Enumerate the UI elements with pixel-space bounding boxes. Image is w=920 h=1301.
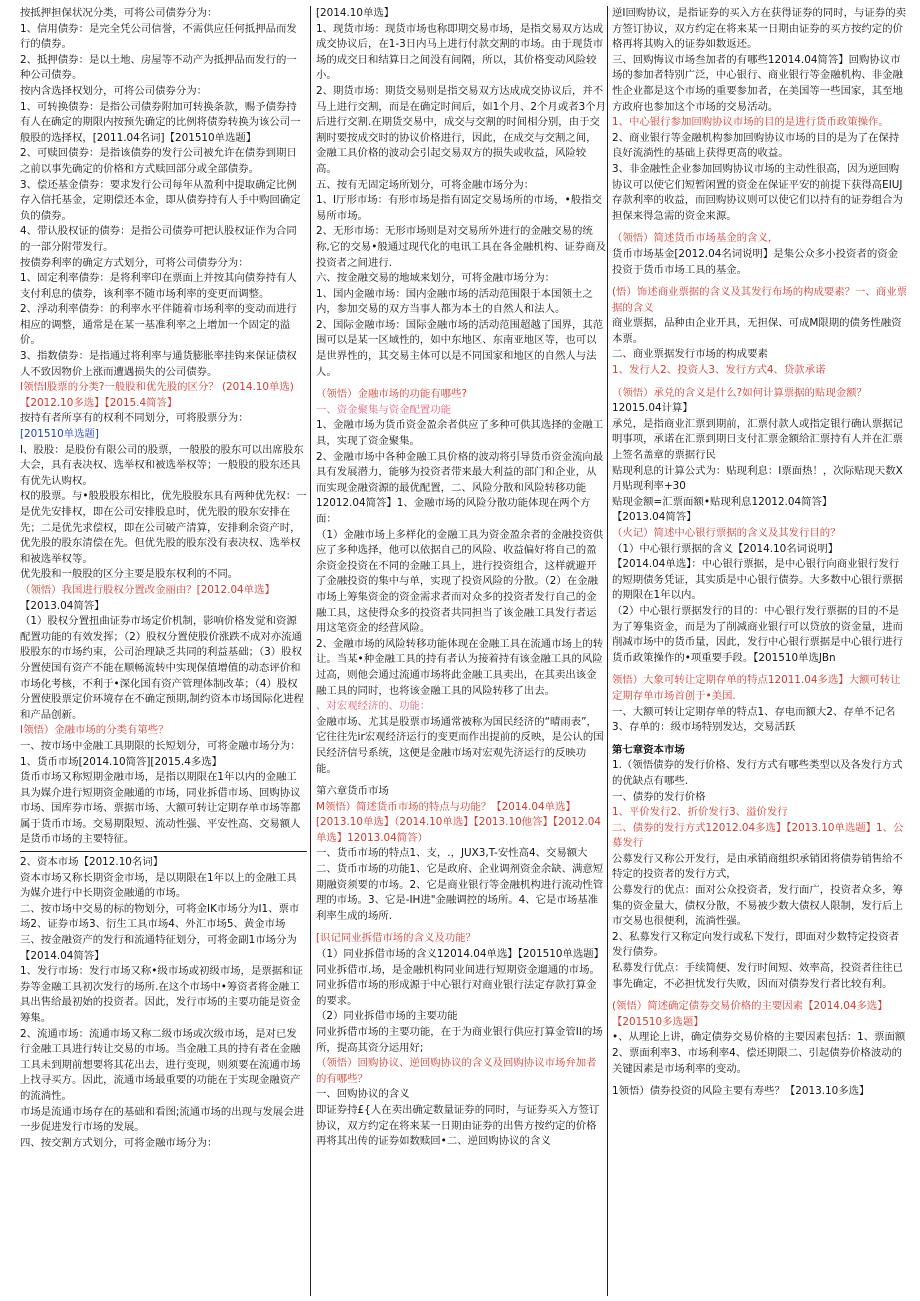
- question-heading: （领悟）我国进行股权分置改金丽由？[2012.04单选】: [20, 583, 275, 596]
- paragraph: 五、按有无固定场所划分，可将金融市场分为：: [316, 178, 535, 191]
- paragraph: 按内含选择权划分，可将公司债券分为：: [20, 84, 208, 97]
- paragraph: 1、I厅形市场：有形市场是指有固定交易场所的市场，•般指交易所市场。: [316, 194, 602, 222]
- paragraph: 一、按市场中金融工具期限的长短划分，可将金融市场分为：: [20, 739, 301, 752]
- paragraph: 权的股票。与•般股股东相比，优先股股东具有两种优先权：一是优先安排权，即在公司安排股息时，优先股的股东安排在先；二是优先求偿权，即在公司破产清算，安排剩余资产时，优先股的股东清偿在先。但优先股的股东没有表决权、选举权和被选举权等。: [20, 490, 307, 565]
- paragraph: 2、资本市场【2012.10名词】: [20, 856, 164, 869]
- paragraph: 一、回购协议的含义: [316, 1088, 410, 1101]
- paragraph: 2、商业银行等金融机构参加回购协议市场的目的是为了在保持良好流淌性的基础上获得更高的收益。: [612, 131, 900, 160]
- paragraph: 1.（领悟债券的发行价格、发行方式有哪些类型以及各发行方式的优缺点有哪些.: [612, 759, 903, 787]
- paragraph: （1）中心银行票据的含义【2014.10名词说明】: [612, 542, 839, 555]
- exam-tag: 【2013.04简答】: [20, 599, 105, 612]
- question-heading: I领悟）金融市场的分类有第些？: [20, 724, 169, 737]
- paragraph: 1、信用债券：是完全凭公司信誉，不需供应任何抵押品而发行的债券。: [20, 22, 297, 51]
- paragraph: 公募发行的优点：面对公众投资者，发行面广，投资者众多，筹集的资金量大，债权分散，不易被少数大债权人限制，发行后上市交易也很便利，流淌性强。: [612, 884, 903, 928]
- paragraph: 3、非金融性企业参加回购协议市场的主动性很高，因为逆回购协议可以使它们短暂闲置的资金在保证平安的前提下获得高EIUJ存款利率的收益，而回购协议则可以使它们以持有的证券组合为担保来得急需的资金来源。: [612, 162, 903, 222]
- section-heading: 、对宏观经济的、功能：: [316, 700, 431, 713]
- paragraph: 二、货币市场的功能1、它是政府、企业调剂资金余缺、满意短期融资须要的市场。2、它是商业银行等金融机构进行流动性管理的市场。3、它是-IH进"金融调控的场所。4、它是市场基准利率生成的场所.: [316, 863, 604, 922]
- paragraph: 三、按金融资产的发行和流通特征划分，可将金副1市场分为【2014.04简答】: [20, 934, 297, 962]
- column-divider-2: [607, 6, 608, 1296]
- question-heading: 领悟）大象可转让定期存单的特点12011.04多选】大额可转让定期存单市场首创于•美国.: [612, 674, 901, 702]
- paragraph: 2、抵押债券：是以土地、房屋等不动产为抵押品而发行的一种公司债券。: [20, 53, 297, 82]
- paragraph: 按持有者所享有的权利不同划分，可将股票分为：: [20, 412, 249, 425]
- paragraph: 优先股和一般股的区分主要是股东权利的不同。: [20, 568, 239, 581]
- paragraph: 即证券持£{人在卖出确定数量证券的同时，与证券买入方签订协议，双方约定在将来某一日期由证券的出售方按约定的价格再将其出传的证券如数赎回•二、逆回购协议的含义: [316, 1103, 600, 1148]
- paragraph: 四、按交割方式划分，可将金融市场分为：: [20, 1136, 218, 1149]
- paragraph: 承兑，是指商业汇票到期前，汇票付款人或指定银行确认票据记明事项，承诺在汇票到期日支付汇票金额给汇票持有人并在汇票上签名盖章的票据行民: [612, 417, 903, 462]
- exam-tag: 【2013.04简答】: [612, 511, 697, 524]
- paragraph: 1、发行人2、投资人3、发行方式4、贷款承诺: [612, 364, 826, 377]
- paragraph: 贴现金额=汇票面额•贴现利息12012.04简答】: [612, 495, 833, 508]
- paragraph: 二、商业票据发行市场的构成要素: [612, 348, 768, 361]
- paragraph: 1、可转换债券：是指公司债券附加可转换条款，赐予债券持有人在确定的期限内按预先确定的比例将债券转换为该公司一般股的选择权，[2011.04名词]【201510单选题】: [20, 100, 301, 144]
- column-3: [612, 6, 908, 1100]
- question-heading: （领悟）回购协议、逆回购协议的含义及回购协议市场弁加者的有哪些？: [316, 1057, 597, 1085]
- question-heading: 1领悟）债券投资的风险主要有寿些？【2013.10多选】: [612, 1085, 870, 1098]
- paragraph: 2、期货市场：期货交易则是指交易双方达成成交协议后，并不马上进行交割，而是在确定时间后，如1个月、2个月或者3个月后进行交割.在期货交易中，成交与交割的时间相分别，由于交割时要按成交时的协议价格进行，因此，在成交与交割之间，金融工具价格的波动会引起交易双方的损失或收益，风险较高。: [316, 84, 606, 175]
- paragraph: 金融市场、尤其是股票市场通常被称为国民经济的“晴雨表”，它往往先ir宏观经济运行的变更而作出提前的反映，是公认的国民经济信号系统，这便是金融市场对宏观先济运行的反映功能。: [316, 715, 604, 775]
- paragraph: 二、按市场中交易的标的物划分，可将金IK市场分为I1、票市场2、证券市场3、衍生工具市场4、外汇市场5、黄金市场: [20, 902, 300, 931]
- paragraph: 2、私募发行又称定向发行或私下发行，即面对少数特定投资者发行债券。: [612, 930, 900, 959]
- paragraph: 2、金融市场的风险转移功能体现在金融工具在流通市场上的转让。当某•种金融工具的持有者认为接着持有该金融工具的风险过高，则他会通过流通市场将此金融工具卖出，在其卖出该金融工具的同时，也将该金融工具的风险转移了出去。: [316, 637, 604, 697]
- paragraph: 2、金融市场中各种金融工具价格的波动将引导货币资金流向最具有发展潜力，能够为投资者带来最大利益的部门和企业，从而实现金融资源的最优配置，二、风险分散和风险转移功能12012.04简答】1、金融市场的风险分散功能体现在两个方面：: [316, 450, 604, 525]
- paragraph: 3、指数债券：是指通过将利率与通货膨胀率挂钩来保证债权人不致因物价上涨而遭遇损失的公司债券。: [20, 350, 297, 378]
- paragraph: （1）金融市场上多样化的金融工具为资金盈余者的金融投资供应了多种选择，他可以依据自己的风险、收益偏好将自己的盈余资金投资在不同的金融工具上，进行投资组合，这样就避开了金融投资的集中与单，实现了投资风险的分散。（2）在金融市场上筹集资金的资金需求者而对众多的投资者发行自己的金融工具，这使得众多的投资者共同担当了该金融工具发行者运用这笔资金的经营风险。: [316, 528, 604, 635]
- paragraph: 六、按金融交易的地域来划分，可将金融市场分为：: [316, 272, 555, 285]
- question-heading: [识记同业拆借市场的含义及功能？: [316, 932, 476, 945]
- paragraph: •、从理论上讲，确定债券交易价格的主要因素包括：1、票面额2、票面利率3、市场利率4、偿还期限二、引起债券价格波动的关键因素是市场利率的变动。: [612, 1031, 906, 1075]
- paragraph: （1）股权分置扭曲证券市场定价机制，影响价格发觉和资源配置功能的有效发挥；（2）股权分置使股价涨跌不成对亦流通股股东的市场约束，公司治理缺乏共同的利益基础；（3）股权分置使国有资产不能在顺畅流转中实现保值增值的动态评价和市场化考核，不利于•深化国有资产管理体制改革；（4）股权分置使股票定价环境存在不确定预期,制约资本市场国际化进程和产品创新。: [20, 615, 304, 721]
- section-heading: 一、资金聚集与资金配置功能: [316, 403, 452, 416]
- paragraph: I、股股：是股份有限公司的股票，一般股的股东可以出席股东大会，具有表决权、选举权和被选举权等；一般股的股东还具有优先认购权。: [20, 443, 304, 487]
- paragraph: 商业票据，品种由企业开具，无担保、可成M限期的债务性融资本票。: [612, 317, 902, 345]
- paragraph: 按抵押担保状况分类，可将公司债券分为：: [20, 7, 218, 19]
- paragraph: 2、浮动利率债券：的利率水平伴随着市场利率的变动而进行相应的调整，通常是在某一基准利率之上增加一个固定的溢价。: [20, 303, 297, 347]
- column-2: [316, 6, 606, 1150]
- paragraph: 一、货币市场的特点1、支，.，JUX3,T-安性高4、交易额大: [316, 847, 588, 860]
- question-heading: （领悟）金融市场的功能有哪些?: [316, 388, 467, 401]
- question-heading: (悟）饰述商业票据的含义及其发行布场的构成要素？一、商业票据的含义: [612, 286, 907, 314]
- paragraph: 资本市场又称长期资金市场，是以期限在1年以上的金融工具为媒介进行中长期资金融通的市场。: [20, 871, 297, 900]
- paragraph: 货币市场基金[2012.04名词说明】是集公众多小投资者的资金投资于货币市场工具的基金。: [612, 247, 899, 276]
- paragraph: 贴现利息的计算公式为：贴现利息：I票面热！，次际贴现天数X月贴现利率+30: [612, 464, 903, 493]
- question-heading: （领悟）承兑的含义是什么?如何计算票据的贴现金额？: [612, 386, 867, 399]
- paragraph: 货币市场又称短期金融市场，是指以期限在1年以内的金融工具为媒介进行短期资金融通的市场，同业拆借市场、回购协议市场、国库券市场、票据市场、大额可转让定期存单市场等都属于货币市场。交易期限短、流动性强、平安性高、交易额人是货币市场的主要特征。: [20, 771, 301, 846]
- question-heading: M领悟）简述货币市场的特点与功能？【2014.04单选】[2013.10单选】（2014.10单选】【2013.10他答】【2012.04单选】12013.04简答）: [316, 800, 602, 844]
- paragraph: 4、带认股权证的债券：是指公司债券可把认股权证作为合同的一部分附带发行。: [20, 225, 297, 253]
- paragraph: 同业拆借市场的主要功能，在于为商业银行供应打算金管II的场所，提高其资分运用好;: [316, 1026, 603, 1054]
- column-1: [20, 6, 307, 1151]
- paragraph: 1、货币市场[2014.10简答][2015.4多选】: [20, 755, 223, 768]
- paragraph: 1、固定利率债券：是将利率印在票面上并按其向债券持有人支付利息的债券，该利率不随市场利率的变更而调整。: [20, 272, 297, 300]
- paragraph: （2）同业拆借市场的主要功能: [316, 1010, 458, 1023]
- paragraph: 1、中心银行参加回购协议市场的目的是进行货币政策操作。: [612, 116, 889, 129]
- paragraph: 1、发行市场：发行市场又称•级市场或初级市场，是票据和证券等金融工具初次发行的场所.在这个市场中•筹资者将金融工具出售给最初始的投资者。因此，发行市场的主要功能是资金筹集。: [20, 965, 303, 1024]
- paragraph: 2、可赎回债券：是指该债券的发行公司被允许在债券到期日之前以事先确定的价格和方式赎回部分或全部债券。: [20, 147, 297, 175]
- paragraph: 2、国际金融市场：国际金融市场的活动范围超越了国界，其范围可以是某一区域性的，如中东地区、东南亚地区等，也可以是世界性的，其交易主体可以是不同国家和地区的自然人与法人。: [316, 318, 604, 378]
- paragraph: 1、金融市场为货币资金盈余者供应了多种可供其选择的金融工具，实现了资金聚集。: [316, 419, 604, 448]
- paragraph: 逆I回购协议，是指证券的买入方在获得证券的同时，与证券的卖方签订协议，双方约定在将来某一日期由证券的买方按约定的价格再将其购入的证券如数返还。: [612, 7, 906, 51]
- paragraph: 按债券利率的确定方式划分，可将公司债券分为：: [20, 256, 249, 269]
- paragraph: （1）同业拆借市场的含义12014.04单选】【201510单选题】同业拆借市.场，是金融机构同业间进行短期资金遛通的市场。同业拆借市场的形成源于中心银行对商业银行法定存款打算金的要求。: [316, 948, 605, 1007]
- paragraph: 公募发行又称公开发行，是由承销商组织承销团将债券销售给不特定的投资者的发行方式，: [612, 852, 903, 881]
- section-divider: [20, 851, 307, 852]
- paragraph: 1、国内金融市场：国内金融市场的活动范围限于本国领土之内，参加交易的双方当事人都为本土的自然人和法人。: [316, 287, 593, 316]
- paragraph: 1、现货市场：现货市场也称即期交易市场，是指交易双方达成成交协议后，在1-3日内马上进行付款交割的市场。由于现货市场的成交日和结算日之间没有间隔，所以，其价格变动风险较小。: [316, 22, 604, 82]
- paragraph: 一、债券的发行价格: [612, 790, 706, 803]
- exam-tag: [201510单选题]: [20, 428, 99, 441]
- column-divider-1: [310, 6, 311, 1296]
- question-heading: I领悟I股票的分类?一般股和优先股的区分？ (2014.10单选)【2012.10多选】【2015.4简答】: [20, 381, 294, 409]
- exam-tag: [2014.10单选】: [316, 7, 395, 19]
- paragraph: 私募发行优点：手续简便、发行时间短、效率高，投资者往往已事先确定，不必担忧发行失败，因而对债券发行者比较有利。: [612, 962, 903, 990]
- question-heading: （火记）简述中心银行票据的含义及其发行目的？: [612, 527, 841, 539]
- chapter-title: 第六章货币市场: [316, 785, 389, 798]
- question-heading: (领悟）简述确定债券交易价格的主要因素【2014.04多选】【201510多选题】: [612, 1000, 888, 1028]
- exam-tag: 12015.04计算】: [612, 402, 693, 415]
- paragraph: 1、平价发行2、折价发行3、溢价发行: [612, 806, 788, 819]
- paragraph: 三、回购悔议市场叁加者的有哪些12014.04简答】回购协议市场的参加者特别广泛，中心银行、商业银行等金融机构、非金融性企业都是这个市场的重要参加者，在美国等一些国家，其至地方政府也参加这个市场的交易活动。: [612, 53, 903, 113]
- chapter-title: 第七章资本市场: [612, 743, 685, 756]
- paragraph: 3、偿还基金债券：要求发行公司每年从盈利中提取确定比例存入信托基金，定期偿还本金，即从债券持有人手中购回确定负的债券。: [20, 178, 301, 222]
- paragraph: 2、无形市场：无形市场则是对交易所外进行的金融交易的统称,它的交易•般通过现代化的电讯工具在各金融机构、证券商及投资者之间进行.: [316, 225, 606, 269]
- question-heading: （领悟）简述货币市场基金的含义，: [612, 232, 779, 245]
- paragraph: 2、流通市场：流通市场又称二级市场或次级市场，是对已发行金融工具进行转让交易的市场。当金融工具的持有者在金融工具未到期前想要将其花出去，进行变现，则须要在流通市场上找寻买方。因此，流通市场最重要的功能在于实现金融资产的流淌性。: [20, 1027, 301, 1102]
- paragraph: 市场是流通市场存在的基础和看图;流通市场的出现与发展会进一步促进发行市场的发展。: [20, 1105, 305, 1134]
- question-heading: 二、债券的发行方式12012.04多选】【2013.10单选题】1、公募发行: [612, 821, 904, 850]
- paragraph: 一、大额可转让定期存单的特点1、存电而额大2、存单不记名3、存单的：级市场特别发达，交易活跃: [612, 705, 896, 734]
- paragraph: （2）中心银行票据发行的目的：中心银行发行票据的目的不是为了筹集资金，而是为了削减商业银行可以贷放的资金量，进而削减市场中的货币量，因此，发行中心银行票据是中心银行进行货币政策操作的•项重要手段。【201510单选JBn: [612, 604, 903, 664]
- paragraph: 【2014.04单选】：中心银行票据，是中心银行向商业银行发行的短期债务凭证，其实质是中心银行债券。大多数中心银行票据的期限在1年以内。: [612, 558, 903, 602]
